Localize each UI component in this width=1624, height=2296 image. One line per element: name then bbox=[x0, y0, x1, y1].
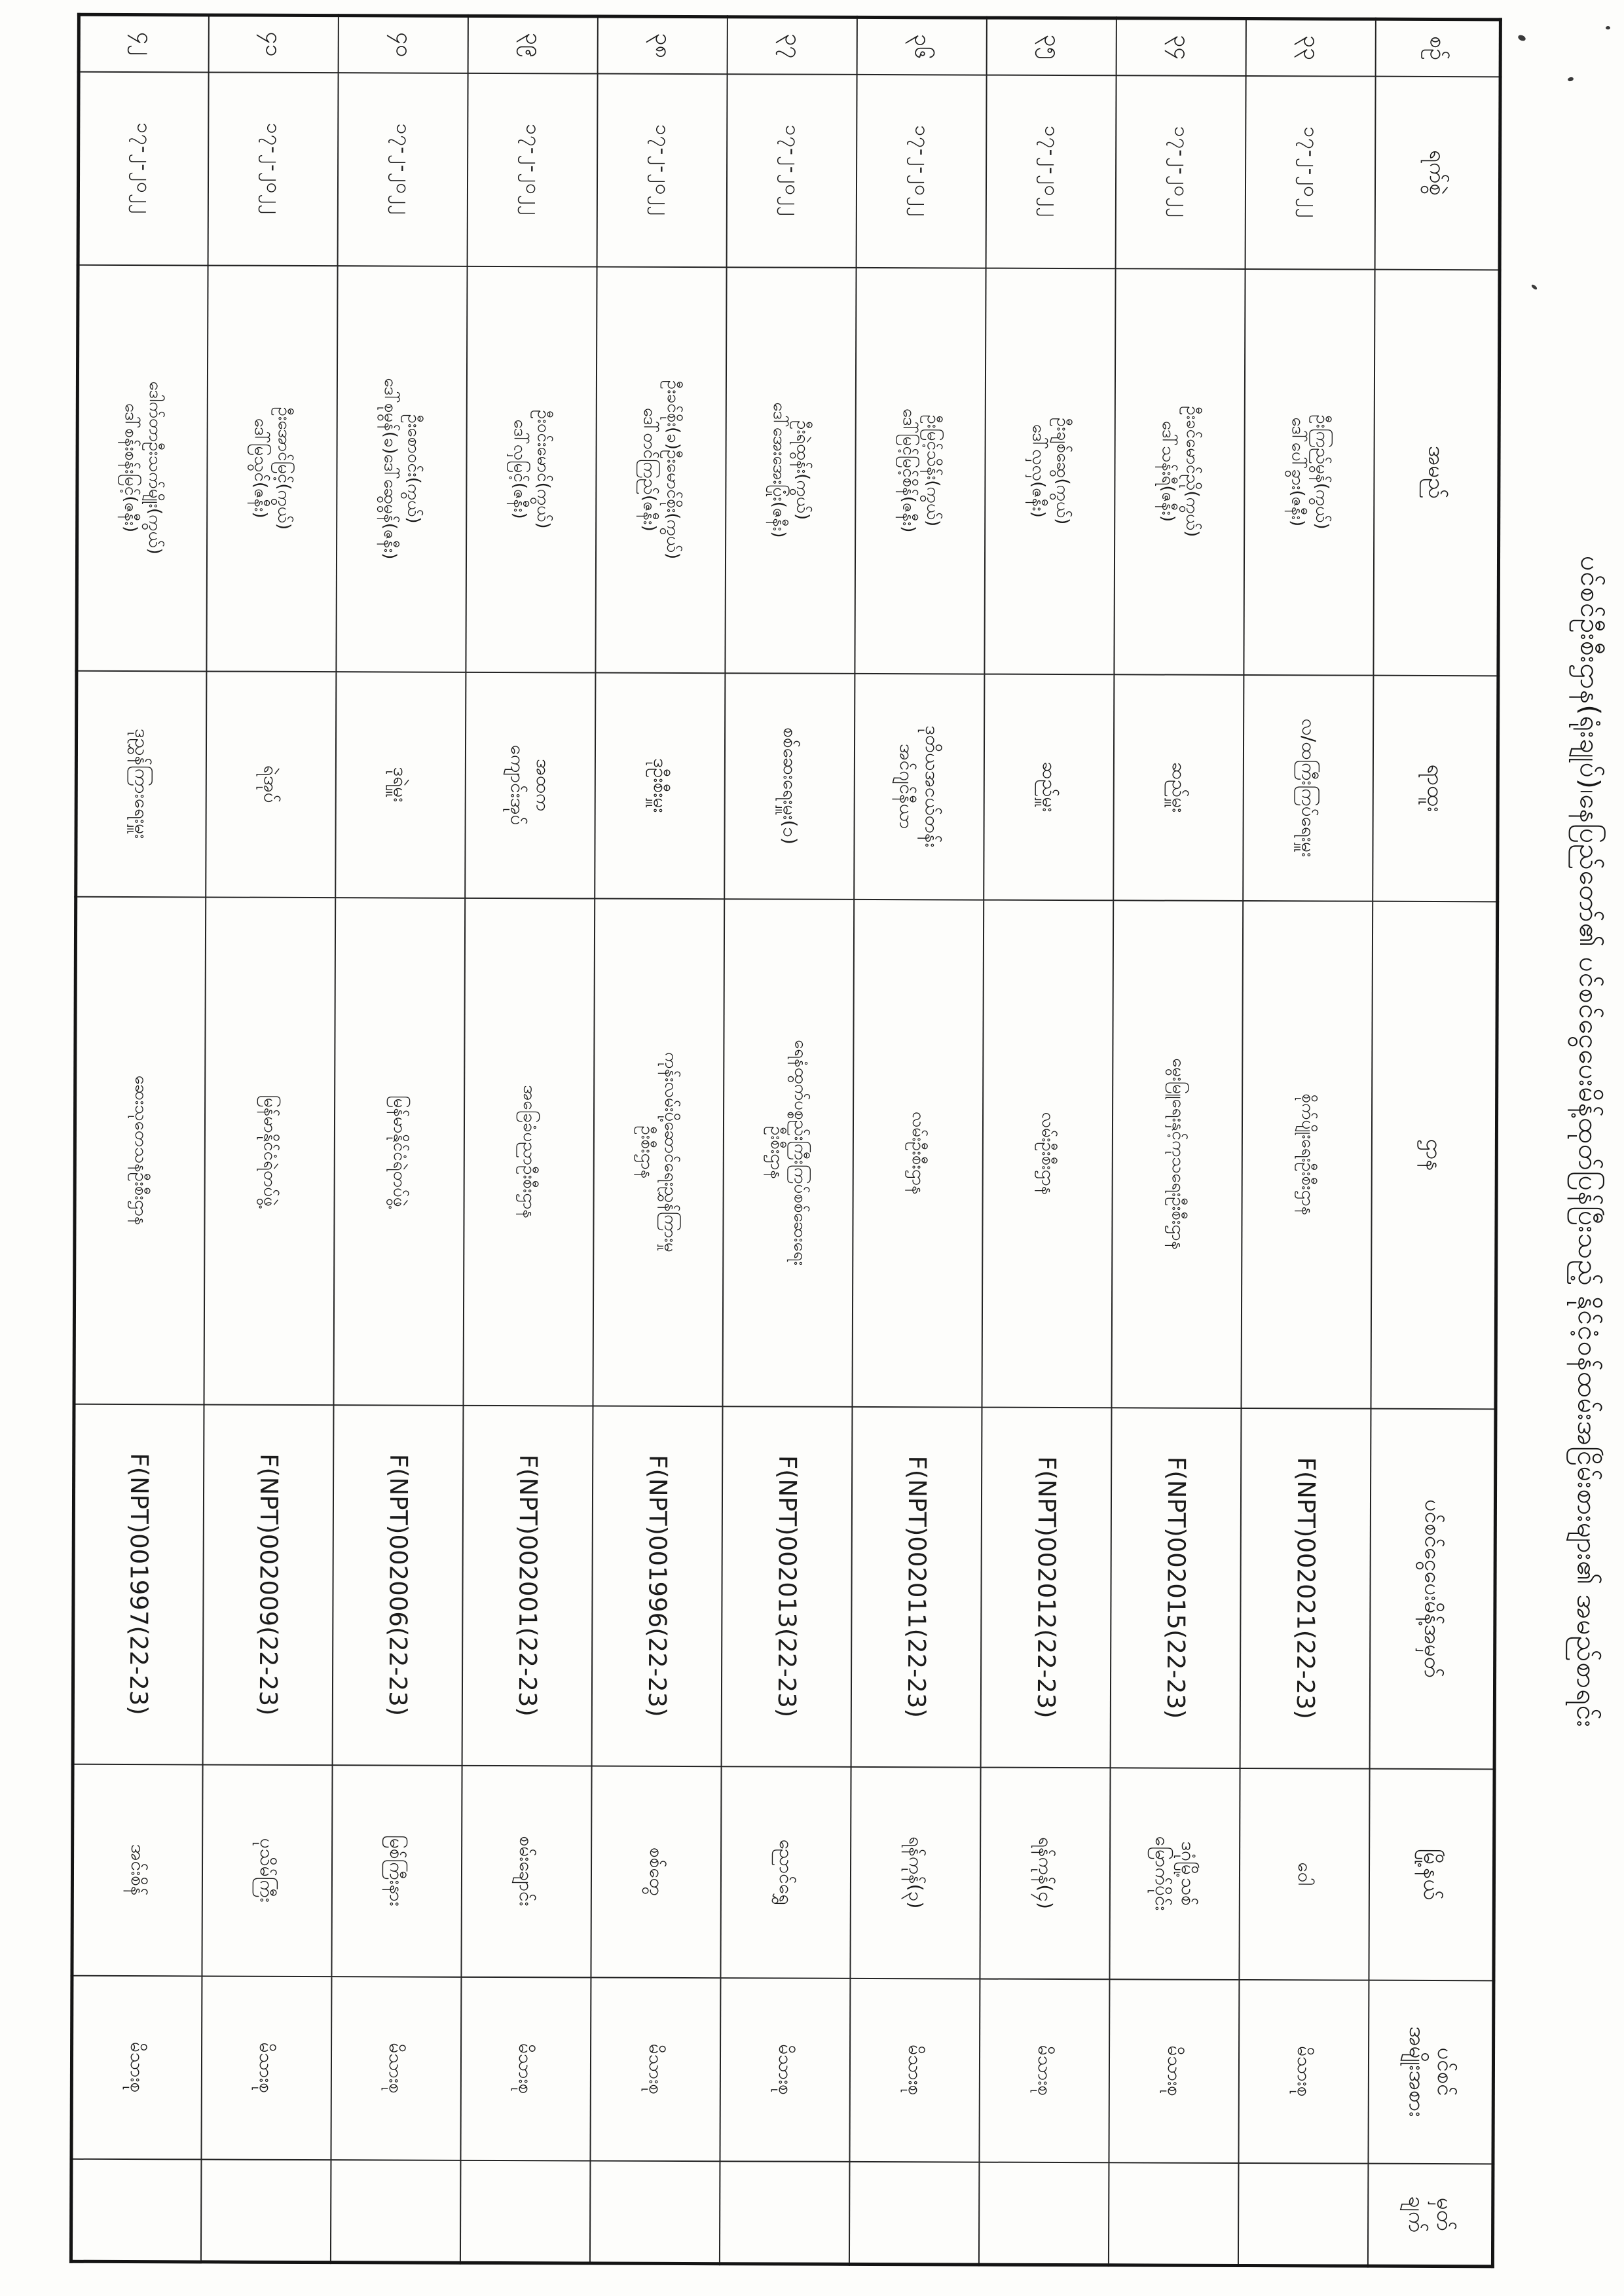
cell-department: ရေနံထွက်ပစ္စည်းကြီးကြပ်စစ်ဆေးရေး ဦးစီးဌာန bbox=[723, 899, 855, 1407]
cell-pension_type: မိသားစု bbox=[71, 1975, 202, 2159]
cell-pension_no: F(NPT)002013(22-23) bbox=[722, 1406, 853, 1767]
column-header-6: မြို့နယ် bbox=[1369, 1768, 1494, 1980]
cell-pension_no: F(NPT)002021(22-23) bbox=[1240, 1408, 1371, 1768]
cell-name: ဒေါက်တာဦးသက်မျိုး(ကွယ်) ဒေါ်စန်းစန်းမြင့်(ဇနီး) bbox=[77, 264, 208, 671]
table-body bbox=[71, 14, 1376, 2266]
cell-township: ညောင်ရွှေ bbox=[720, 1766, 851, 1978]
cell-no: ၃၉ bbox=[468, 16, 597, 73]
cell-no: ၃၄ bbox=[1116, 18, 1246, 76]
cell-township: ပုသိမ်ကြီး bbox=[202, 1764, 332, 1977]
cell-no: ၃၆ bbox=[857, 17, 987, 75]
cell-position: ရဲအုပ် bbox=[206, 671, 336, 898]
cell-name: ဦးရဲထွန်း(ကွယ်) ဒေါ်အေးအေးပြုံး(ဇနီး) bbox=[725, 267, 856, 674]
table-row bbox=[1238, 18, 1376, 2266]
cell-name: ဦးခင်စိုး(ခ)ဦးမောင်စိုး(ကွယ်) ဒေါ်တင်ကြည်(ဇနီး) bbox=[595, 266, 726, 673]
cell-pension_no: F(NPT)002006(22-23) bbox=[332, 1405, 463, 1766]
cell-name: ဦးကြည်မွန်(ကွယ်) ဒေါ်ပေါ်ခွား(ဇနီး) bbox=[1244, 268, 1375, 675]
cell-remark bbox=[71, 2159, 201, 2262]
column-header-4: ဌာန bbox=[1371, 901, 1498, 1409]
cell-department: မြန်မာနိုင်ငံရဲတပ်ဖွဲ့ bbox=[204, 897, 335, 1405]
cell-no: ၃၃ bbox=[1246, 18, 1376, 76]
cell-department: ဆေးသုတေသနဦးစီးဌာန bbox=[74, 896, 206, 1404]
column-header-2: အမည် bbox=[1374, 269, 1500, 676]
cell-pension_no: F(NPT)002001(22-23) bbox=[462, 1405, 593, 1766]
cell-name: ဦးအောင်မြင့်(ကွယ်) ဒေါ်မြသွင်(ဇနီး) bbox=[206, 265, 337, 672]
cell-pension_type: မိသားစု bbox=[1109, 1979, 1240, 2163]
cell-position: ဒုဦးစီးမှူး bbox=[595, 672, 725, 899]
cell-date: ၁၇-၂-၂၀၂၂ bbox=[208, 72, 338, 266]
cell-remark bbox=[720, 2161, 850, 2265]
column-header-1: ရက်စွဲ bbox=[1375, 76, 1500, 270]
table-row bbox=[849, 17, 987, 2265]
cell-remark bbox=[201, 2159, 331, 2263]
cell-position: ဒုညွှန်ကြားရေးမှူး bbox=[76, 670, 206, 897]
cell-department: အခြေခံပညာဦးစီးဌာန bbox=[463, 898, 595, 1406]
cell-pension_no: F(NPT)001996(22-23) bbox=[592, 1406, 723, 1766]
cell-date: ၁၇-၂-၂၀၂၂ bbox=[1116, 75, 1246, 269]
cell-position: ဒုရဲမှူး bbox=[335, 672, 466, 898]
cell-date: ၁၇-၂-၂၀၂၂ bbox=[986, 75, 1116, 268]
table-row bbox=[720, 17, 857, 2265]
cell-pension_type: မိသားစု bbox=[980, 1978, 1110, 2162]
cell-date: ၁၇-၂-၂၀၂၂ bbox=[337, 73, 468, 266]
cell-pension_type: မိသားစု bbox=[850, 1978, 980, 2162]
cell-remark bbox=[331, 2160, 461, 2263]
table-row bbox=[71, 14, 208, 2262]
cell-position: ဆည်မှူး bbox=[984, 674, 1114, 900]
cell-pension_no: F(NPT)002009(22-23) bbox=[202, 1404, 333, 1765]
cell-no: ၃၇ bbox=[728, 17, 857, 75]
cell-no: ၃၅ bbox=[987, 18, 1116, 75]
column-header-3: ရာထူး bbox=[1373, 675, 1498, 902]
cell-department: စိုက်ပျိုးရေးဦးစီးဌာန bbox=[1242, 900, 1373, 1408]
cell-position: ဆည်မှူး bbox=[1114, 674, 1244, 901]
header-row bbox=[1368, 19, 1500, 2267]
cell-remark bbox=[1109, 2162, 1239, 2266]
table-row bbox=[460, 16, 598, 2263]
cell-pension_type: မိသားစု bbox=[331, 1977, 461, 2160]
cell-date: ၁၇-၂-၂၀၂၂ bbox=[467, 73, 597, 266]
cell-name: ဦးဝင်းမောင်(ကွယ်) ဒေါ်လှမြင့်(ဇနီး) bbox=[466, 266, 597, 672]
document-title: ပင်စင်ဦးစီးဌာန(ရုံးချုပ်)၊နေပြည်တော်၏ ပင်စင်ငွေပေးမိန့်ထုတ်ပြန်ပြီးသည့် နိုင်ငံ့ဝန်ထမ်းအငြိမ်းစားများ၏ အမည်စာရင်း bbox=[1570, 555, 1607, 1728]
table-row bbox=[1109, 18, 1246, 2266]
cell-position: အထက ကျောင်းအုပ် bbox=[465, 672, 595, 898]
column-header-5: ပင်စင်ငွေပေးမိန့်အမှတ် bbox=[1370, 1408, 1496, 1769]
cell-pension_type: မိသားစု bbox=[460, 1977, 591, 2160]
cell-remark bbox=[1238, 2162, 1369, 2266]
cell-department: မြန်မာနိုင်ငံရဲတပ်ဖွဲ့ bbox=[333, 898, 465, 1406]
cell-date: ၁၇-၂-၂၀၂၂ bbox=[78, 71, 208, 265]
cell-date: ၁၇-၂-၂၀၂၂ bbox=[727, 74, 857, 268]
column-header-8: မှတ် ချက် bbox=[1368, 2163, 1493, 2267]
cell-pension_no: F(NPT)001997(22-23) bbox=[73, 1404, 204, 1764]
cell-remark bbox=[849, 2161, 980, 2265]
cell-date: ၁၇-၂-၂၀၂၂ bbox=[1246, 75, 1376, 269]
cell-township: မြစ်ကြီးနား bbox=[331, 1765, 462, 1977]
cell-remark bbox=[590, 2160, 720, 2264]
cell-township: ရန်ကုန်(၃) bbox=[851, 1766, 981, 1978]
cell-date: ၁၇-၂-၂၀၂၂ bbox=[857, 74, 987, 268]
cell-name: ဦးမြင့်သိန်း(ကွယ်) ဒေါ်မြင့်မြင့်စိန်(ဇနီး) bbox=[855, 267, 986, 674]
cell-pension_type: မိသားစု bbox=[1239, 1979, 1369, 2163]
table-header bbox=[1368, 19, 1500, 2267]
ink-speck bbox=[1606, 26, 1610, 29]
cell-department: လမ်းဦးစီးဌာန bbox=[853, 899, 984, 1407]
column-header-7: ပင်စင် အမျိုးအစား bbox=[1369, 1980, 1494, 2164]
cell-pension_type: မိသားစု bbox=[201, 1976, 331, 2160]
cell-position: စစ်ဆေးရေးမှူး(၁) bbox=[724, 673, 855, 900]
table-row bbox=[331, 16, 468, 2263]
cell-township: အင်းစိန် bbox=[72, 1764, 202, 1976]
pension-list-table bbox=[69, 13, 1502, 2269]
cell-department: လမ်းဦးစီးဌာန bbox=[982, 900, 1114, 1408]
table-row bbox=[590, 16, 728, 2264]
cell-position: ဒုတိယအငယ်တန်း အင်ဂျင်နီယာ bbox=[854, 673, 984, 900]
cell-name: ဦးခင်မောင်ညို(ကွယ်) ဒေါ်သန်းရီ(ဇနီး) bbox=[1115, 268, 1246, 675]
cell-township: ဒဂုံမြို့သစ် မြောက်ပိုင်း bbox=[1110, 1768, 1240, 1980]
cell-remark bbox=[460, 2160, 591, 2263]
table-row bbox=[979, 18, 1116, 2265]
cell-pension_type: မိသားစု bbox=[590, 1977, 720, 2161]
cell-pension_no: F(NPT)002015(22-23) bbox=[1111, 1408, 1242, 1768]
column-header-0: စဉ် bbox=[1376, 19, 1500, 77]
cell-no: ၄၁ bbox=[208, 15, 338, 73]
cell-pension_type: မိသားစု bbox=[720, 1978, 851, 2162]
cell-pension_no: F(NPT)002011(22-23) bbox=[851, 1406, 982, 1767]
cell-township: ဝေါ bbox=[1240, 1768, 1370, 1980]
cell-date: ၁၇-၂-၂၀၂၂ bbox=[597, 73, 728, 267]
cell-township: ရန်ကုန်(၄) bbox=[980, 1767, 1111, 1979]
cell-name: ဦးချစ်ဆွေ(ကွယ်) ဒေါ်လှလှ(ဇနီး) bbox=[985, 268, 1116, 674]
cell-remark bbox=[979, 2162, 1109, 2265]
cell-position: လ/ထကြီးကြပ်ရေးမှူး bbox=[1244, 674, 1374, 901]
cell-no: ၃၈ bbox=[598, 16, 728, 74]
cell-name: ဦးစောဝင်း(ကွယ်) ဒေါ်စုမွန်(ခ)ဒေါ်ဆွေမွန်(ဇနီး) bbox=[336, 266, 467, 672]
cell-pension_no: F(NPT)002012(22-23) bbox=[981, 1407, 1112, 1768]
cell-department: မွေးမြူရေးနှင့်ကုသရေးဦးစီးဌာန bbox=[1112, 900, 1244, 1408]
cell-no: ၄၀ bbox=[338, 16, 468, 73]
cell-township: စစ်တွေ bbox=[591, 1766, 721, 1978]
cell-department: ကုန်းလမ်းပို့ဆောင်ရေးညွှန်ကြားမှု ဦးစီးဌာန bbox=[593, 898, 724, 1406]
cell-township: စမ်းချောင်း bbox=[461, 1765, 591, 1977]
table-row bbox=[201, 15, 339, 2263]
cell-no: ၄၂ bbox=[79, 14, 208, 72]
